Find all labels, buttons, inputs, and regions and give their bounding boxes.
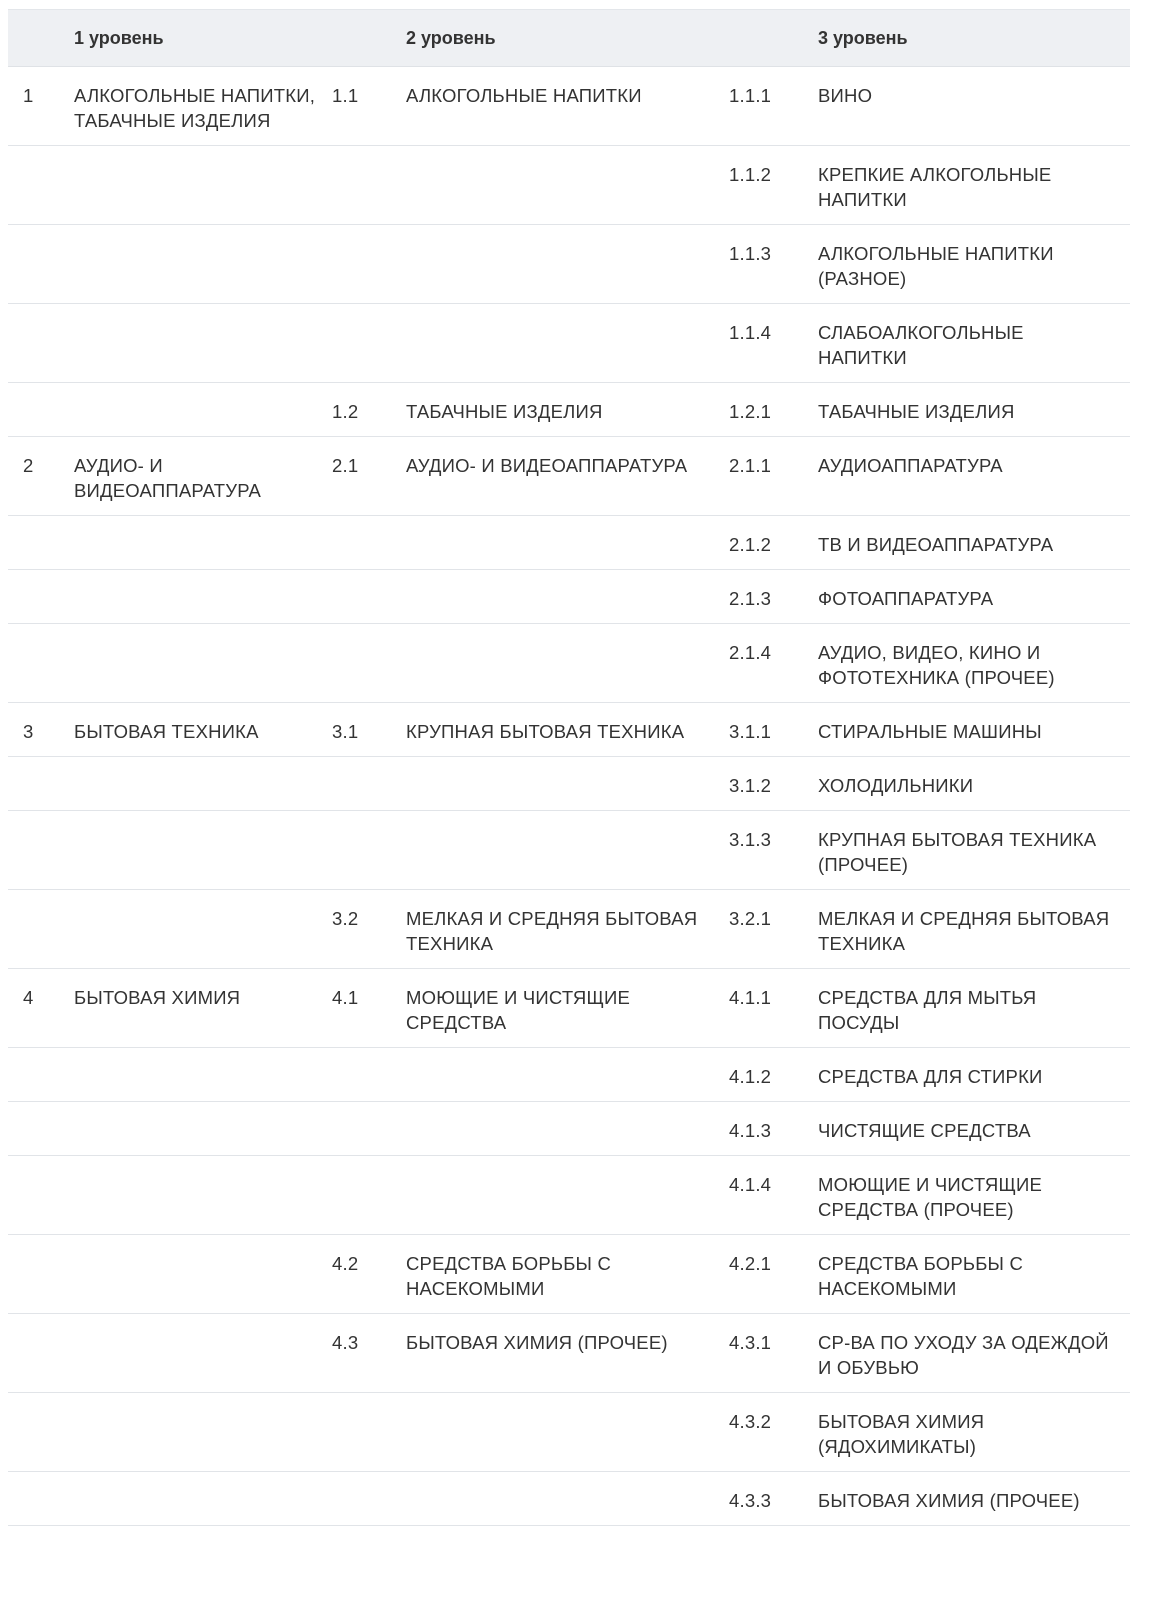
- table-row: [8, 67, 1130, 146]
- level1-name: [74, 383, 332, 437]
- level3-code: 2.1.1: [729, 437, 818, 516]
- level1-code: [8, 516, 74, 570]
- level1-name: БЫТОВАЯ ТЕХНИКА: [74, 703, 332, 757]
- level2-name: [406, 516, 729, 570]
- level1-name: [74, 1102, 332, 1156]
- table-row: [8, 516, 1130, 570]
- table-row: [8, 1472, 1130, 1526]
- level3-name: ЧИСТЯЩИЕ СРЕДСТВА: [818, 1102, 1130, 1156]
- level3-name: ХОЛОДИЛЬНИКИ: [818, 757, 1130, 811]
- level3-name: КРЕПКИЕ АЛКОГОЛЬНЫЕ НАПИТКИ: [818, 146, 1130, 225]
- level1-name: [74, 1235, 332, 1314]
- level2-name: [406, 1393, 729, 1472]
- header-number-3: [729, 10, 818, 67]
- level2-code: [332, 1048, 406, 1102]
- level3-code: 2.1.4: [729, 624, 818, 703]
- category-table-container: [8, 9, 1130, 1526]
- level3-code: 4.1.2: [729, 1048, 818, 1102]
- table-row: [8, 1156, 1130, 1235]
- level1-code: [8, 757, 74, 811]
- level2-code: [332, 1472, 406, 1526]
- level3-name: БЫТОВАЯ ХИМИЯ (ПРОЧЕЕ): [818, 1472, 1130, 1526]
- level1-name: [74, 1314, 332, 1393]
- level2-name: [406, 624, 729, 703]
- header-number-1: [8, 10, 74, 67]
- level1-name: [74, 624, 332, 703]
- level2-name: КРУПНАЯ БЫТОВАЯ ТЕХНИКА: [406, 703, 729, 757]
- level3-code: 4.3.2: [729, 1393, 818, 1472]
- table-row: [8, 703, 1130, 757]
- level3-code: 3.1.1: [729, 703, 818, 757]
- header-row: [8, 10, 1130, 67]
- level1-name: АЛКОГОЛЬНЫЕ НАПИТКИ, ТАБАЧНЫЕ ИЗДЕЛИЯ: [74, 67, 332, 146]
- level3-code: 4.1.4: [729, 1156, 818, 1235]
- level1-name: [74, 304, 332, 383]
- level2-name: ТАБАЧНЫЕ ИЗДЕЛИЯ: [406, 383, 729, 437]
- level1-name: [74, 1156, 332, 1235]
- level1-code: [8, 1048, 74, 1102]
- level1-code: 1: [8, 67, 74, 146]
- level2-code: [332, 811, 406, 890]
- level1-code: [8, 225, 74, 304]
- level1-name: [74, 1048, 332, 1102]
- level2-name: МЕЛКАЯ И СРЕДНЯЯ БЫТОВАЯ ТЕХНИКА: [406, 890, 729, 969]
- header-level-2: 2 уровень: [406, 10, 729, 67]
- level2-name: АУДИО- И ВИДЕОАППАРАТУРА: [406, 437, 729, 516]
- level3-name: БЫТОВАЯ ХИМИЯ (ЯДОХИМИКАТЫ): [818, 1393, 1130, 1472]
- level2-name: АЛКОГОЛЬНЫЕ НАПИТКИ: [406, 67, 729, 146]
- level1-code: 4: [8, 969, 74, 1048]
- level2-name: [406, 811, 729, 890]
- level2-name: [406, 304, 729, 383]
- level2-code: 2.1: [332, 437, 406, 516]
- table-row: [8, 146, 1130, 225]
- level1-name: [74, 1393, 332, 1472]
- level1-code: 3: [8, 703, 74, 757]
- category-table: [8, 9, 1130, 1526]
- level3-name: ТВ И ВИДЕОАППАРАТУРА: [818, 516, 1130, 570]
- level1-code: [8, 624, 74, 703]
- level1-code: [8, 1314, 74, 1393]
- level3-code: 1.1.3: [729, 225, 818, 304]
- level1-name: [74, 890, 332, 969]
- level1-code: [8, 304, 74, 383]
- level3-code: 1.2.1: [729, 383, 818, 437]
- level1-code: [8, 811, 74, 890]
- level1-name: [74, 225, 332, 304]
- level1-code: [8, 383, 74, 437]
- header-number-2: [332, 10, 406, 67]
- level2-code: [332, 146, 406, 225]
- table-row: [8, 383, 1130, 437]
- level2-code: 4.2: [332, 1235, 406, 1314]
- level3-name: СЛАБОАЛКОГОЛЬНЫЕ НАПИТКИ: [818, 304, 1130, 383]
- level2-code: [332, 1393, 406, 1472]
- level3-name: ТАБАЧНЫЕ ИЗДЕЛИЯ: [818, 383, 1130, 437]
- level3-name: АУДИО, ВИДЕО, КИНО И ФОТОТЕХНИКА (ПРОЧЕЕ): [818, 624, 1130, 703]
- level3-name: СРЕДСТВА ДЛЯ МЫТЬЯ ПОСУДЫ: [818, 969, 1130, 1048]
- level1-name: [74, 1472, 332, 1526]
- level2-code: 4.1: [332, 969, 406, 1048]
- level2-code: [332, 516, 406, 570]
- level1-code: [8, 146, 74, 225]
- level2-code: [332, 757, 406, 811]
- level3-name: МОЮЩИЕ И ЧИСТЯЩИЕ СРЕДСТВА (ПРОЧЕЕ): [818, 1156, 1130, 1235]
- table-body: [8, 67, 1130, 1526]
- level1-code: [8, 1156, 74, 1235]
- level2-name: СРЕДСТВА БОРЬБЫ С НАСЕКОМЫМИ: [406, 1235, 729, 1314]
- level1-name: [74, 516, 332, 570]
- level2-name: [406, 1472, 729, 1526]
- level2-code: [332, 1102, 406, 1156]
- level1-name: [74, 570, 332, 624]
- table-row: [8, 624, 1130, 703]
- level1-name: [74, 146, 332, 225]
- level1-code: [8, 1235, 74, 1314]
- table-row: [8, 890, 1130, 969]
- level2-name: МОЮЩИЕ И ЧИСТЯЩИЕ СРЕДСТВА: [406, 969, 729, 1048]
- level3-code: 3.2.1: [729, 890, 818, 969]
- level3-code: 4.3.3: [729, 1472, 818, 1526]
- level2-code: [332, 1156, 406, 1235]
- level3-name: МЕЛКАЯ И СРЕДНЯЯ БЫТОВАЯ ТЕХНИКА: [818, 890, 1130, 969]
- level1-code: [8, 1393, 74, 1472]
- table-row: [8, 757, 1130, 811]
- level2-code: 1.2: [332, 383, 406, 437]
- level2-name: [406, 1156, 729, 1235]
- level3-code: 1.1.2: [729, 146, 818, 225]
- level3-name: АУДИОАППАРАТУРА: [818, 437, 1130, 516]
- header-level-3: 3 уровень: [818, 10, 1130, 67]
- level2-code: [332, 570, 406, 624]
- header-level-1: 1 уровень: [74, 10, 332, 67]
- table-row: [8, 969, 1130, 1048]
- level1-code: [8, 1102, 74, 1156]
- level2-code: 1.1: [332, 67, 406, 146]
- level2-code: [332, 304, 406, 383]
- level3-code: 3.1.3: [729, 811, 818, 890]
- table-row: [8, 1393, 1130, 1472]
- table-row: [8, 1048, 1130, 1102]
- level2-code: [332, 624, 406, 703]
- table-row: [8, 1235, 1130, 1314]
- table-row: [8, 811, 1130, 890]
- level1-code: 2: [8, 437, 74, 516]
- level1-name: БЫТОВАЯ ХИМИЯ: [74, 969, 332, 1048]
- level2-name: [406, 1048, 729, 1102]
- level2-code: 4.3: [332, 1314, 406, 1393]
- level2-name: [406, 146, 729, 225]
- level3-code: 2.1.2: [729, 516, 818, 570]
- table-row: [8, 1314, 1130, 1393]
- level2-name: БЫТОВАЯ ХИМИЯ (ПРОЧЕЕ): [406, 1314, 729, 1393]
- level2-name: [406, 570, 729, 624]
- level3-name: СТИРАЛЬНЫЕ МАШИНЫ: [818, 703, 1130, 757]
- level3-code: 3.1.2: [729, 757, 818, 811]
- level3-name: ВИНО: [818, 67, 1130, 146]
- level3-name: СР-ВА ПО УХОДУ ЗА ОДЕЖДОЙ И ОБУВЬЮ: [818, 1314, 1130, 1393]
- table-row: [8, 304, 1130, 383]
- table-row: [8, 437, 1130, 516]
- table-row: [8, 1102, 1130, 1156]
- table-row: [8, 570, 1130, 624]
- level2-name: [406, 757, 729, 811]
- level2-code: 3.2: [332, 890, 406, 969]
- level2-code: [332, 225, 406, 304]
- level1-name: АУДИО- И ВИДЕОАППАРАТУРА: [74, 437, 332, 516]
- level3-code: 2.1.3: [729, 570, 818, 624]
- level3-code: 4.3.1: [729, 1314, 818, 1393]
- level1-name: [74, 757, 332, 811]
- level3-code: 1.1.4: [729, 304, 818, 383]
- level3-name: СРЕДСТВА ДЛЯ СТИРКИ: [818, 1048, 1130, 1102]
- level2-name: [406, 1102, 729, 1156]
- level3-name: КРУПНАЯ БЫТОВАЯ ТЕХНИКА (ПРОЧЕЕ): [818, 811, 1130, 890]
- level3-code: 4.1.3: [729, 1102, 818, 1156]
- level3-name: ФОТОАППАРАТУРА: [818, 570, 1130, 624]
- level2-name: [406, 225, 729, 304]
- level1-code: [8, 570, 74, 624]
- level2-code: 3.1: [332, 703, 406, 757]
- level1-name: [74, 811, 332, 890]
- level3-code: 1.1.1: [729, 67, 818, 146]
- table-row: [8, 225, 1130, 304]
- level3-name: АЛКОГОЛЬНЫЕ НАПИТКИ (РАЗНОЕ): [818, 225, 1130, 304]
- level1-code: [8, 890, 74, 969]
- table-header: [8, 10, 1130, 67]
- level1-code: [8, 1472, 74, 1526]
- level3-code: 4.1.1: [729, 969, 818, 1048]
- level3-code: 4.2.1: [729, 1235, 818, 1314]
- level3-name: СРЕДСТВА БОРЬБЫ С НАСЕКОМЫМИ: [818, 1235, 1130, 1314]
